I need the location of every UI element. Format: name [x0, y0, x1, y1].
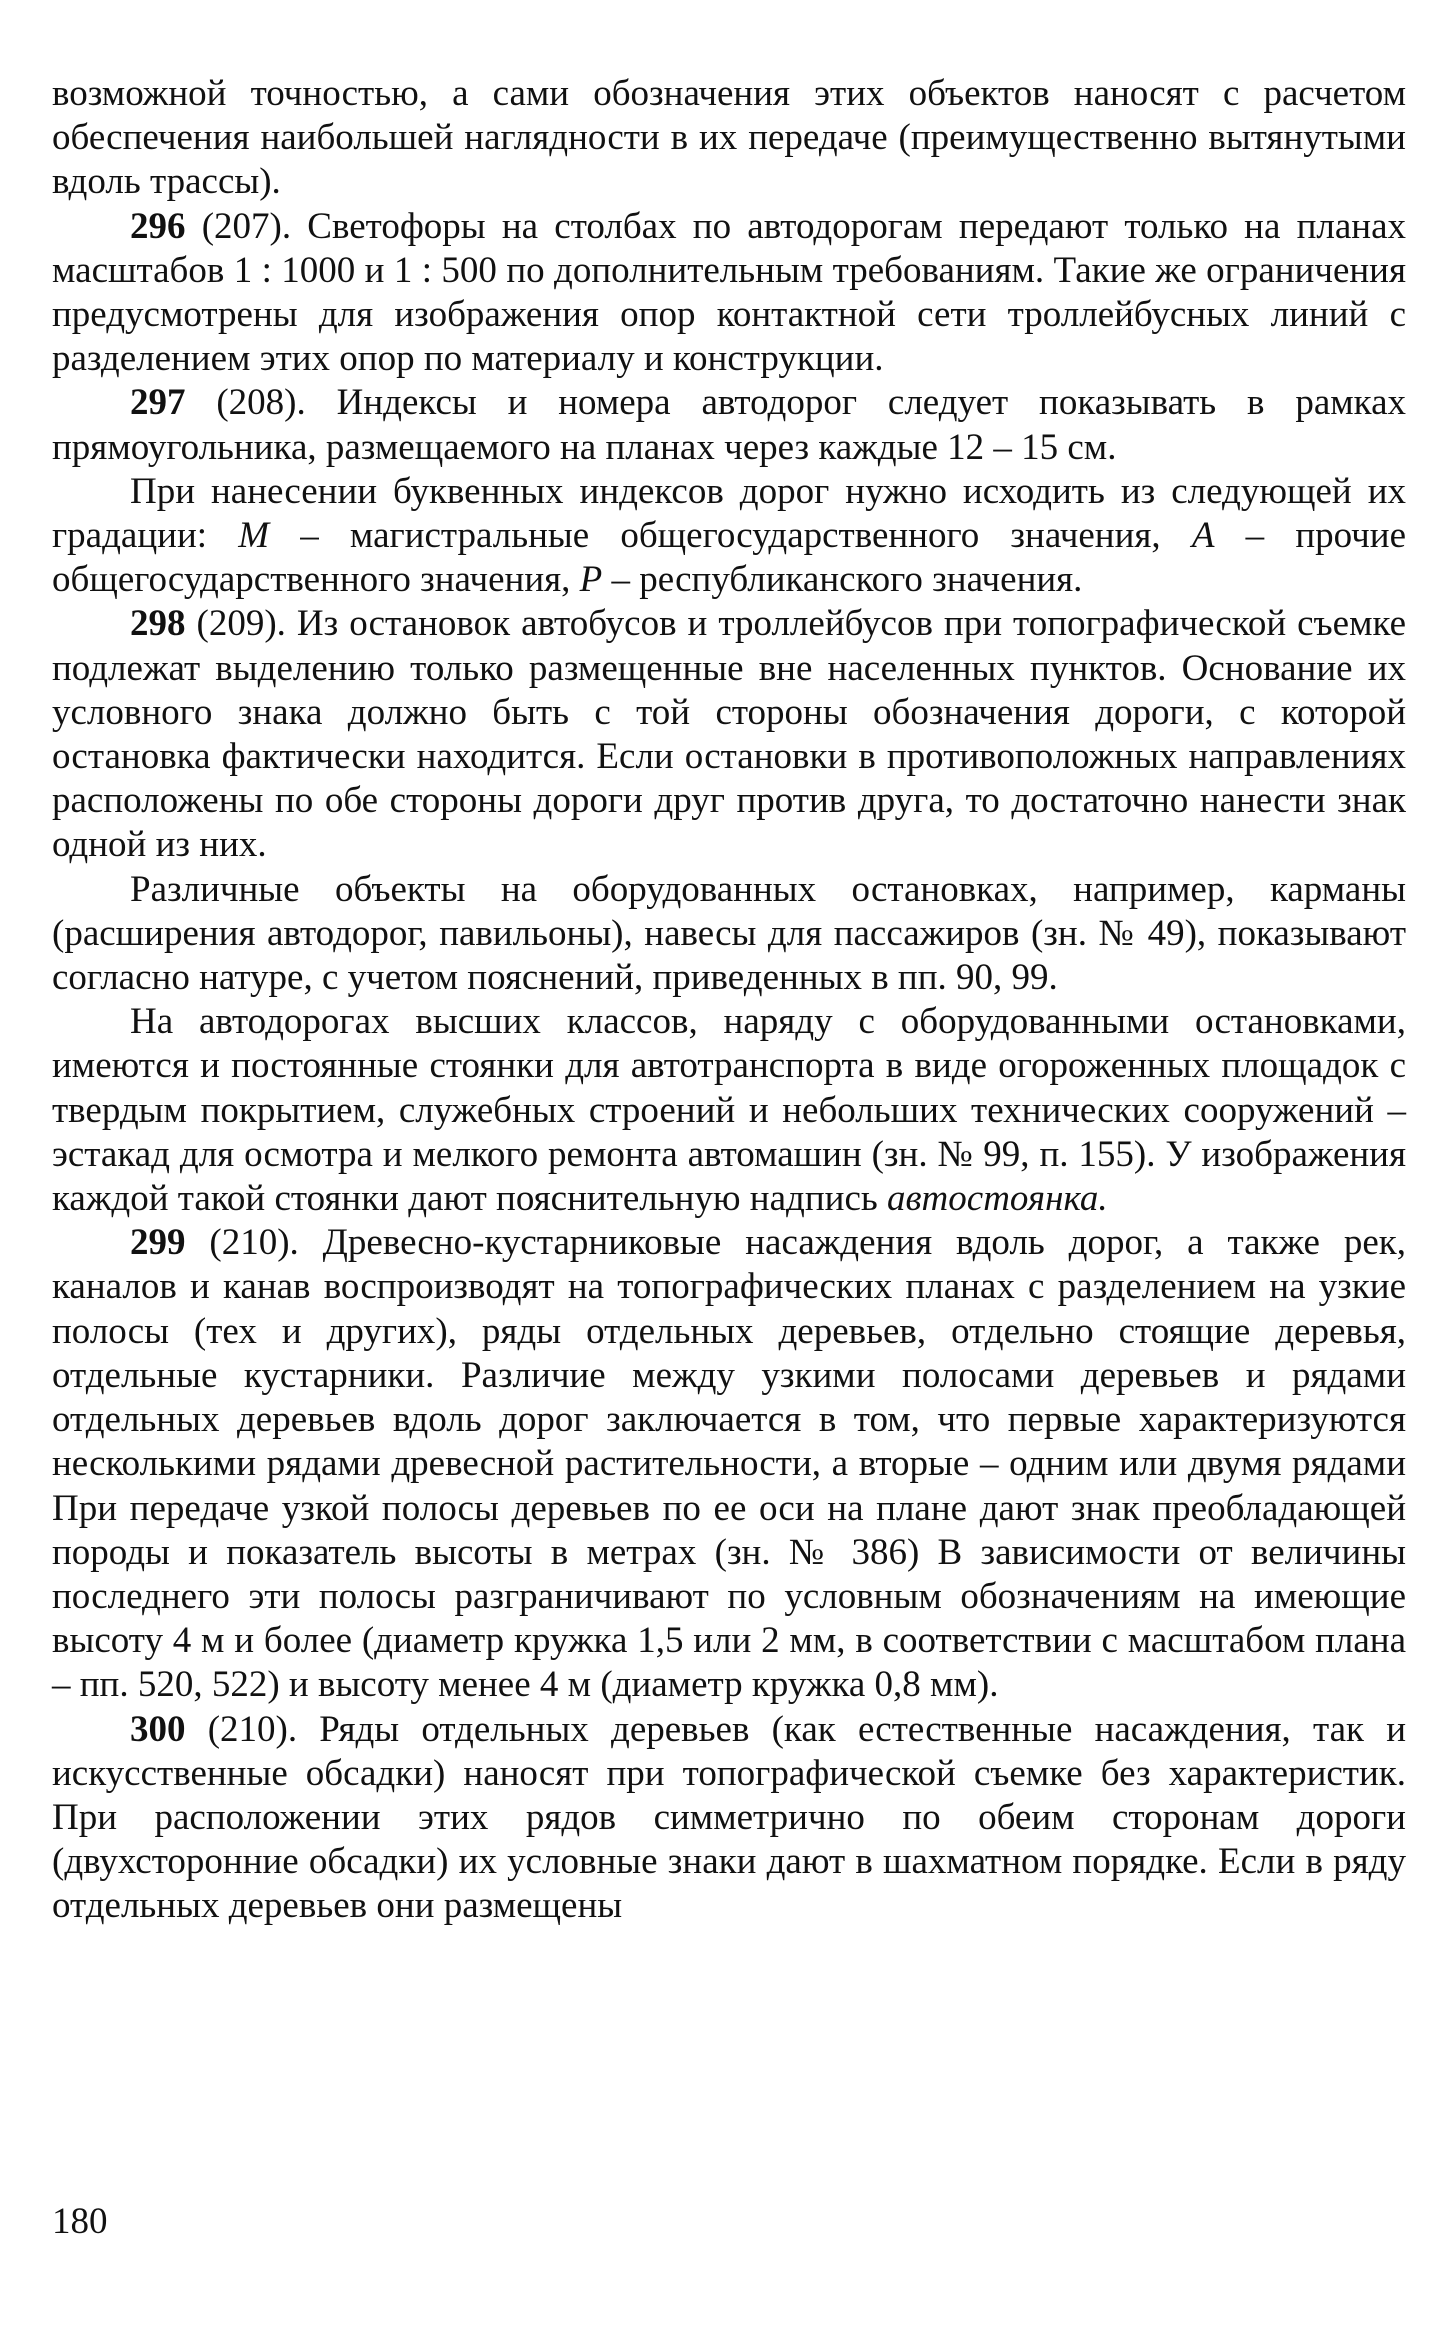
italic-text: автостоянка. — [887, 1178, 1108, 1220]
paragraph — [52, 381, 1406, 469]
paragraph — [52, 1000, 1406, 1221]
paragraph-text: (208). Индексы и номера автодорог следует показывать в рамках прямоугольника, размещаемого на планах через каждые 12 – 15 см. — [52, 382, 1406, 468]
paragraph-text: (210). Древесно-кустарниковые насаждения вдоль дорог, а также рек, каналов и канав воспроизводят на топографических планах с разделением на узкие полосы (тех и других), ряды отдельных деревьев, отдельно стоящие деревья, отдельные кустарники. Различие между узкими полосами деревьев и рядами отдельных деревьев вдоль дорог заключается в том, что первые характеризуются несколькими рядами древесной растительности, а вторые – одним или двумя рядами При передаче узкой полосы деревьев по ее оси на плане дают знак преобладающей породы и показатель высоты в метрах (зн. № 386) В зависимости от величины последнего эти полосы разграничивают по условным обозначениям на имеющие высоту 4 м и более (диаметр кружка 1,5 или 2 мм, в соответствии с масштабом плана – пп. 520, 522) и высоту менее 4 м (диаметр кружка 0,8 мм). — [52, 1222, 1406, 1706]
paragraph-text: На автодорогах высших классов, наряду с оборудованными остановками, имеются и постоянные стоянки для автотранспорта в виде огороженных площадок с твердым покрытием, служебных строений и небольших технических сооружений – эстакад для осмотра и мелкого ремонта автомашин (зн. № 99, п. 155). У изображения каждой такой стоянки дают пояснительную надпись — [52, 1001, 1406, 1220]
section-number: 299 — [130, 1222, 186, 1264]
italic-text: Р — [579, 559, 603, 601]
paragraph-text: – республиканского значения. — [602, 559, 1083, 601]
paragraph-text: (209). Из остановок автобусов и троллейбусов при топографической съемке подлежат выделению только размещенные вне населенных пунктов. Основание их условного знака должно быть с той стороны обозначения дороги, с которой остановка фактически находится. Если остановки в противоположных направлениях расположены по обе стороны дороги друг против друга, то достаточно нанести знак одной из них. — [52, 603, 1406, 866]
paragraph-text: возможной точностью, а сами обозначения этих объектов наносят с расчетом обеспечения наибольшей наглядности в их передаче (преимущественно вытянутыми вдоль трассы). — [52, 73, 1406, 203]
paragraph-text: (210). Ряды отдельных деревьев (как естественные насаждения, так и искусственные обсадки) наносят при топографической съемке без характеристик. При расположении этих рядов симметрично по обеим сторонам дороги (двухсторонние обсадки) их условные знаки дают в шахматном порядке. Если в ряду отдельных деревьев они размещены — [52, 1708, 1406, 1927]
paragraph-text: – магистральные общегосударственного значения, — [269, 515, 1192, 557]
italic-text: М — [238, 515, 270, 557]
paragraph-text: – прочие общегосударственного значения, — [52, 515, 1406, 601]
paragraph — [52, 470, 1406, 603]
section-number: 296 — [130, 205, 186, 247]
section-number: 300 — [130, 1708, 186, 1750]
paragraph — [52, 72, 1406, 205]
page-number: 180 — [52, 2201, 108, 2242]
paragraph-text: Различные объекты на оборудованных остановках, например, карманы (расширения автодорог, павильоны), навесы для пассажиров (зн. № 49), показывают согласно натуре, с учетом пояснений, приведенных в пп. 90, 99. — [52, 868, 1406, 999]
paragraph — [52, 205, 1406, 382]
paragraph-text: (207). Светофоры на столбах по автодорогам передают только на планах масштабов 1 : 1000 и 1 : 500 по дополнительным требованиям. Такие же ограничения предусмотрены для изображения опор контактной сети троллейбусных линий с разделением этих опор по материалу и конструкции. — [52, 205, 1406, 380]
paragraph — [52, 1708, 1406, 1929]
paragraph — [52, 1221, 1406, 1707]
paragraph — [52, 868, 1406, 1001]
section-number: 298 — [130, 603, 186, 645]
paragraph-text: При нанесении буквенных индексов дорог нужно исходить из следующей их градации: — [52, 470, 1406, 557]
body-text — [52, 72, 1406, 1929]
italic-text: А — [1191, 515, 1215, 557]
section-number: 297 — [130, 382, 186, 424]
paragraph — [52, 602, 1406, 867]
